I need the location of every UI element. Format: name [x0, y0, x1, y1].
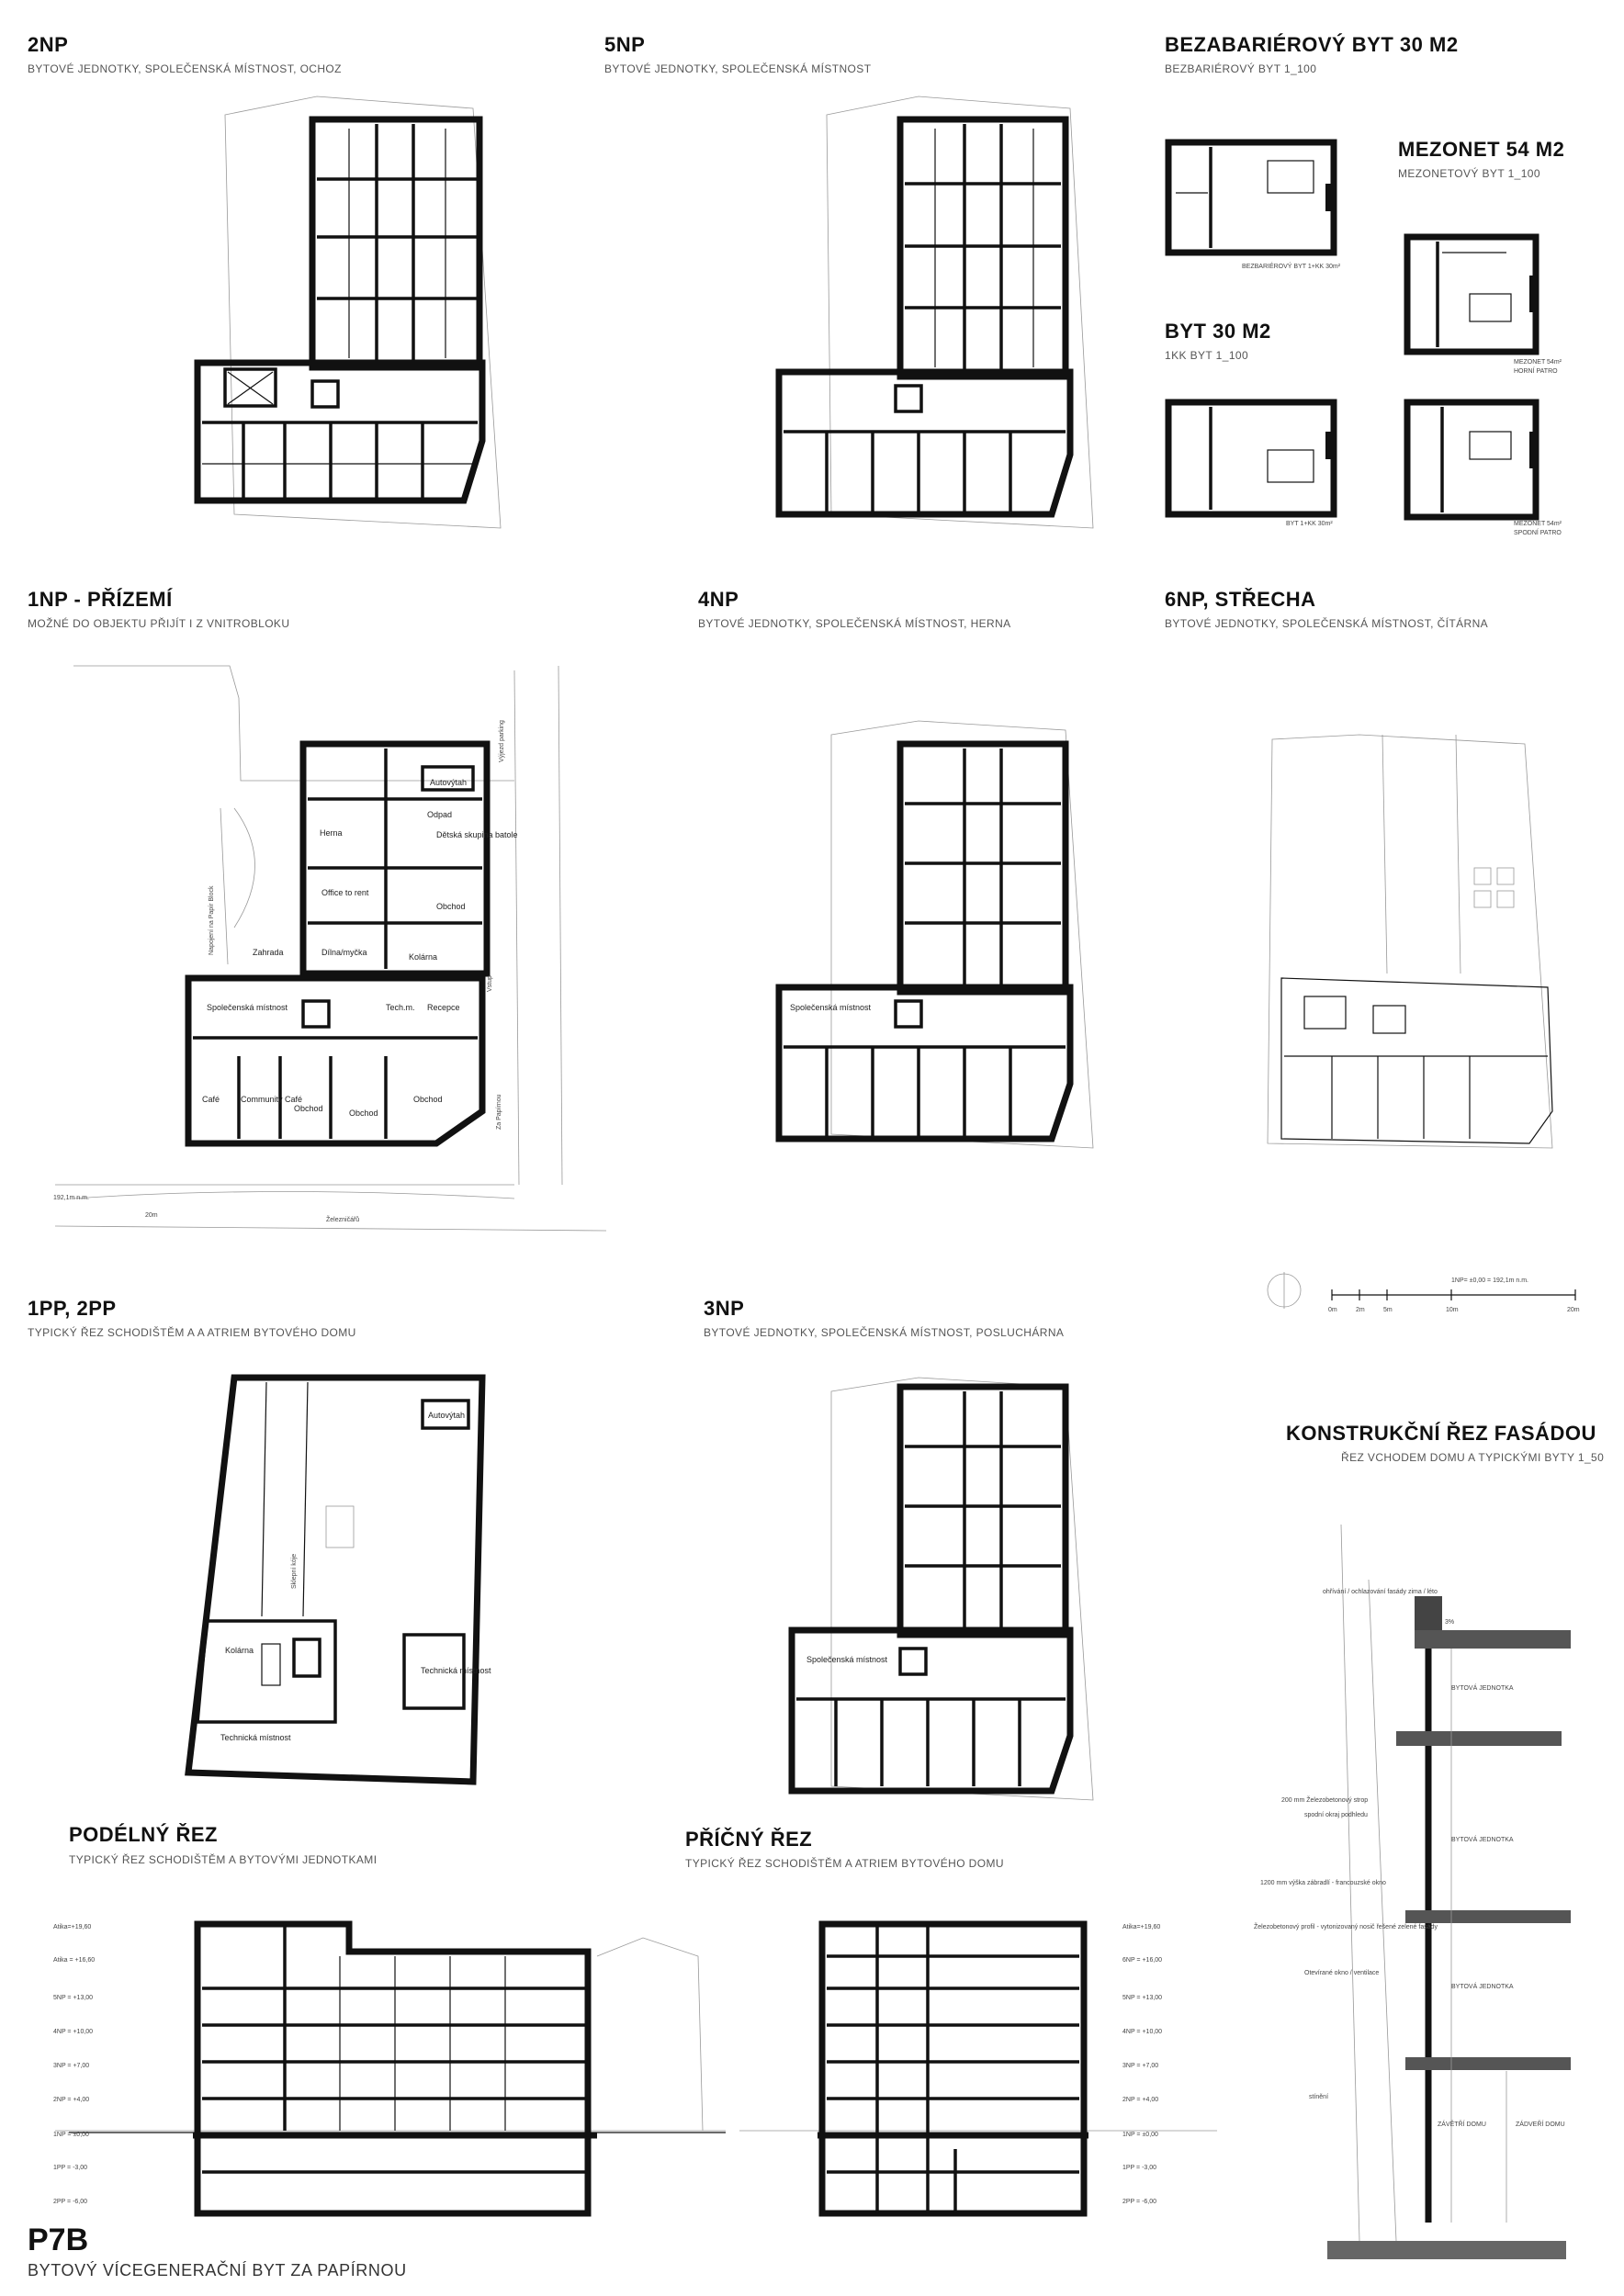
- room-label: Autovýtah: [428, 1411, 466, 1420]
- plan-title: PŘÍČNÝ ŘEZ: [685, 1828, 813, 1851]
- level-label: Atika=+19,60: [53, 1924, 92, 1930]
- room-label: Tech.m.: [386, 1003, 415, 1012]
- level-label: 1NP = ±0,00: [53, 2132, 89, 2138]
- room-label: Community Café: [241, 1095, 303, 1104]
- room-label: BYTOVÁ JEDNOTKA: [1451, 1984, 1514, 1990]
- level-label: 4NP = +10,00: [53, 2029, 94, 2035]
- room-label: Obchod: [349, 1109, 378, 1118]
- room-label: Technická místnost: [421, 1666, 491, 1675]
- note: 200 mm Železobetonový strop: [1281, 1797, 1369, 1804]
- drawing-line: [822, 1924, 1084, 2213]
- level-label: 1NP = ±0,00: [1122, 2132, 1158, 2138]
- room-label: Společenská místnost: [207, 1003, 288, 1012]
- scale-note: 1NP= ±0,00 = 192,1m n.m.: [1451, 1277, 1528, 1284]
- plan-title: 5NP: [604, 33, 646, 56]
- note: Železobetonový profil - vytonizovaný nosič řešené zelené fasády: [1254, 1924, 1438, 1930]
- level-label: 5NP = +13,00: [1122, 1995, 1163, 2001]
- room-label: Herna: [320, 828, 343, 838]
- room-label: Kolárna: [409, 952, 438, 962]
- plan-subtitle: BEZBARIÉROVÝ BYT 1_100: [1165, 62, 1317, 75]
- plan-title: 1PP, 2PP: [28, 1297, 117, 1320]
- project-code: P7B: [28, 2223, 89, 2257]
- room-label: Obchod: [436, 902, 466, 911]
- plan-title: 4NP: [698, 588, 739, 611]
- plan-subtitle: BYTOVÉ JEDNOTKY, SPOLEČENSKÁ MÍSTNOST, POSLUCHÁRNA: [704, 1326, 1065, 1339]
- note: spodní okraj podhledu: [1304, 1812, 1368, 1818]
- mezonet-title: MEZONET 54 M2: [1398, 138, 1565, 161]
- level-label: 192,1m n.m.: [53, 1195, 89, 1201]
- room-label: Dílna/myčka: [321, 948, 367, 957]
- bezbar-caption: BEZBARIÉROVÝ BYT 1+KK 30m²: [1242, 264, 1341, 270]
- level-label: 5NP = +13,00: [53, 1995, 94, 2001]
- plan-title: BEZABARIÉROVÝ BYT 30 M2: [1165, 33, 1459, 56]
- entry-label: Výjezd parking: [499, 720, 505, 762]
- room-label: Společenská místnost: [806, 1655, 888, 1664]
- plan-subtitle: BYTOVÉ JEDNOTKY, SPOLEČENSKÁ MÍSTNOST, OCHOZ: [28, 62, 342, 75]
- level-label: 2NP = +4,00: [53, 2097, 90, 2103]
- street-label: Napojení na Papír Block: [209, 885, 215, 955]
- plan-subtitle: BYTOVÉ JEDNOTKY, SPOLEČENSKÁ MÍSTNOST, HERNA: [698, 617, 1011, 630]
- level-label: 3NP = +7,00: [1122, 2063, 1159, 2069]
- plan-title: 2NP: [28, 33, 69, 56]
- plan-title: 1NP - PŘÍZEMÍ: [28, 588, 173, 611]
- scale-tick: 0m: [1328, 1307, 1337, 1313]
- room-label: Technická místnost: [220, 1733, 291, 1742]
- plan-subtitle: ŘEZ VCHODEM DOMU A TYPICKÝMI BYTY 1_50: [1341, 1451, 1605, 1464]
- project-subtitle: BYTOVÝ VÍCEGENERAČNÍ BYT ZA PAPÍRNOU: [28, 2261, 407, 2279]
- level-label: 1PP = -3,00: [1122, 2165, 1157, 2171]
- room-label: Kolárna: [225, 1646, 254, 1655]
- level-label: 2PP = -6,00: [53, 2199, 88, 2205]
- mezonet-subtitle: MEZONETOVÝ BYT 1_100: [1398, 167, 1540, 180]
- mezonet-bot-caption-1: MEZONET 54m²: [1514, 521, 1562, 527]
- street-label: Za Papírnou: [496, 1094, 502, 1130]
- room-label: Office to rent: [321, 888, 369, 897]
- plan-title: PODÉLNÝ ŘEZ: [69, 1823, 218, 1846]
- room-label: Obchod: [413, 1095, 443, 1104]
- room-label: Společenská místnost: [790, 1003, 872, 1012]
- room-label: BYTOVÁ JEDNOTKA: [1451, 1685, 1514, 1692]
- level-label: 4NP = +10,00: [1122, 2029, 1163, 2035]
- room-label: Dětská skupina batole: [436, 830, 518, 839]
- scale-tick: 10m: [1446, 1307, 1459, 1313]
- plan-subtitle: TYPICKÝ ŘEZ SCHODIŠTĚM A BYTOVÝMI JEDNOTKAMI: [69, 1853, 378, 1866]
- scale-tick: 20m: [1567, 1307, 1580, 1313]
- plan-subtitle: BYTOVÉ JEDNOTKY, SPOLEČENSKÁ MÍSTNOST: [604, 62, 872, 75]
- level-label: Atika=+19,60: [1122, 1924, 1161, 1930]
- byt30-caption: BYT 1+KK 30m²: [1286, 521, 1333, 527]
- scale-tick: 5m: [1383, 1307, 1393, 1313]
- room-label: Café: [202, 1095, 220, 1104]
- room-label: Zahrada: [253, 948, 284, 957]
- plan-subtitle: TYPICKÝ ŘEZ SCHODIŠTĚM A A ATRIEM BYTOVÉHO DOMU: [28, 1326, 356, 1339]
- room-label: ZÁDVEŘÍ DOMU: [1516, 2122, 1565, 2128]
- note: Otevírané okno / ventilace: [1304, 1970, 1380, 1976]
- level-label: 6NP = +16,00: [1122, 1957, 1163, 1964]
- scale-tick: 2m: [1356, 1307, 1365, 1313]
- scale-label: 20m: [145, 1212, 158, 1219]
- note: ohřívání / ochlazování fasády zima / léto: [1323, 1589, 1438, 1595]
- mezonet-top-caption-1: MEZONET 54m²: [1514, 359, 1562, 366]
- room-label: Autovýtah: [430, 778, 468, 787]
- room-label: ZÁVĚTŘÍ DOMU: [1438, 2122, 1486, 2128]
- level-label: Atika = +16,60: [53, 1957, 96, 1964]
- plan-subtitle: MOŽNÉ DO OBJEKTU PŘIJÍT I Z VNITROBLOKU: [28, 617, 290, 630]
- plan-title: 3NP: [704, 1297, 745, 1320]
- mezonet-top-caption-2: HORNÍ PATRO: [1514, 368, 1558, 375]
- level-label: 3NP = +7,00: [53, 2063, 90, 2069]
- room-label: Sklepní kóje: [291, 1553, 298, 1589]
- level-label: 2NP = +4,00: [1122, 2097, 1159, 2103]
- byt30-title: BYT 30 M2: [1165, 320, 1271, 343]
- street-label: Železničářů: [326, 1217, 360, 1223]
- plan-title: KONSTRUKČNÍ ŘEZ FASÁDOU: [1286, 1422, 1596, 1445]
- room-label: BYTOVÁ JEDNOTKA: [1451, 1837, 1514, 1843]
- entry-label: Vstup: [487, 975, 493, 992]
- note: 1200 mm výška zábradlí - francouzské okno: [1260, 1880, 1386, 1886]
- plan-title: 6NP, STŘECHA: [1165, 588, 1316, 611]
- mezonet-bot-caption-2: SPODNÍ PATRO: [1514, 530, 1562, 536]
- room-label: Obchod: [294, 1104, 323, 1113]
- plan-subtitle: BYTOVÉ JEDNOTKY, SPOLEČENSKÁ MÍSTNOST, ČÍTÁRNA: [1165, 617, 1489, 630]
- byt30-subtitle: 1KK BYT 1_100: [1165, 349, 1249, 362]
- room-label: Odpad: [427, 810, 453, 819]
- level-label: 1PP = -3,00: [53, 2165, 88, 2171]
- slope-label: 3%: [1445, 1619, 1455, 1626]
- plan-subtitle: TYPICKÝ ŘEZ SCHODIŠTĚM A ATRIEM BYTOVÉHO DOMU: [685, 1857, 1004, 1870]
- note: stínění: [1309, 2094, 1329, 2100]
- level-label: 2PP = -6,00: [1122, 2199, 1157, 2205]
- room-label: Recepce: [427, 1003, 460, 1012]
